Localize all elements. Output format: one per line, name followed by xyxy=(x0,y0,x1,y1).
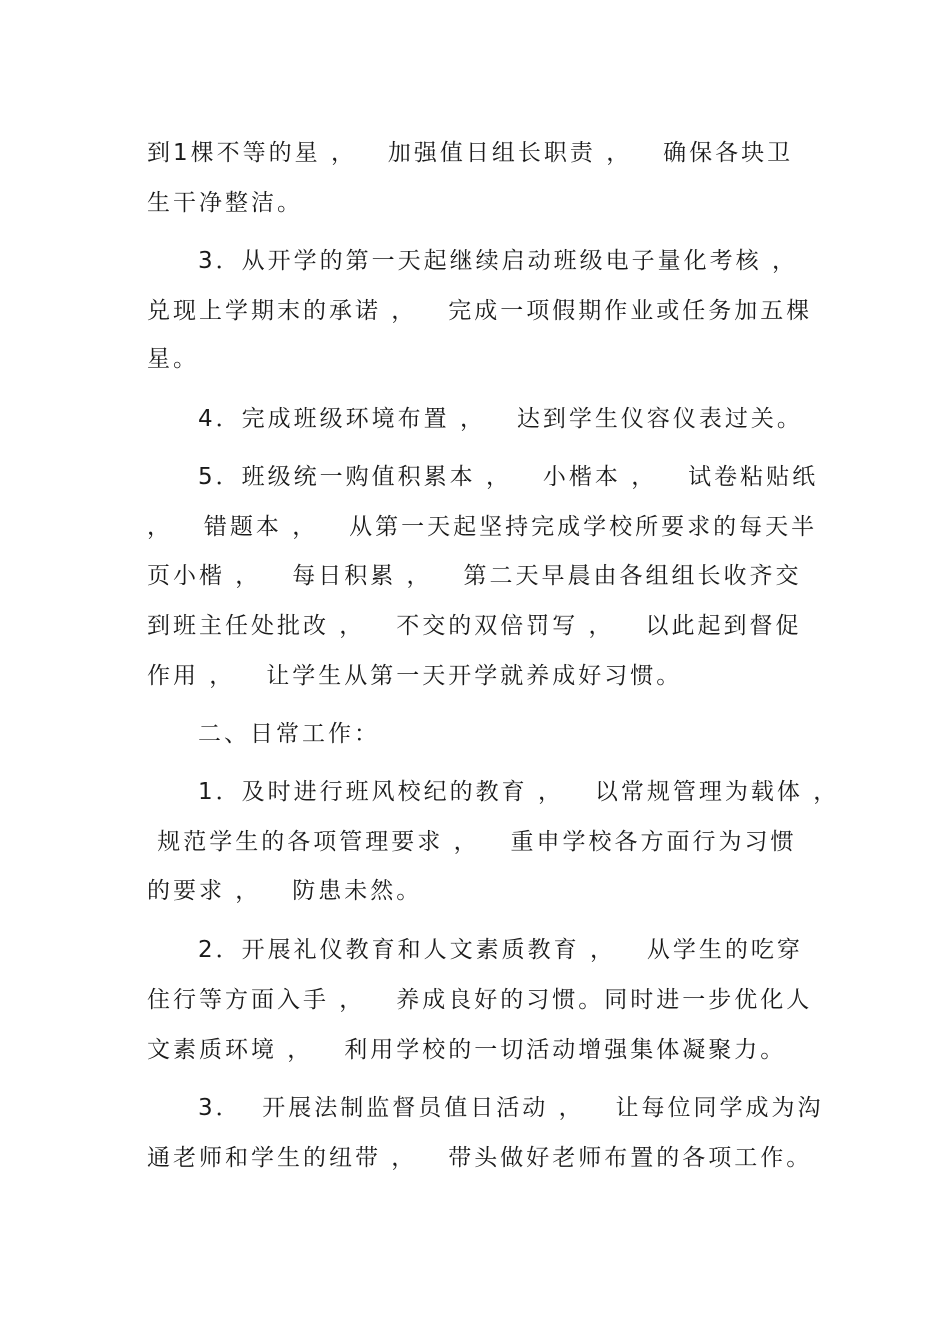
text-line: 通老师和学生的纽带 ， 带头做好老师布置的各项工作。 xyxy=(147,1145,813,1171)
text-line: 到1棵不等的星 ， 加强值日组长职责 ， 确保各块卫 xyxy=(147,140,794,166)
text-line: 1．及时进行班风校纪的教育 ， 以常规管理为载体 ， xyxy=(198,779,840,805)
text-line: ， 错题本 ， 从第一天起坚持完成学校所要求的每天半 xyxy=(147,514,818,540)
text-line: 到班主任处批改 ， 不交的双倍罚写 ， 以此起到督促 xyxy=(147,613,802,639)
text-line: 页小楷 ， 每日积累 ， 第二天早晨由各组组长收齐交 xyxy=(147,563,802,589)
text-line: 生干净整洁。 xyxy=(147,190,303,216)
text-line: 文素质环境 ， 利用学校的一切活动增强集体凝聚力。 xyxy=(147,1037,787,1063)
text-line: 星。 xyxy=(147,346,199,372)
text-line: 兑现上学期末的承诺 ， 完成一项假期作业或任务加五棵 xyxy=(147,298,813,324)
text-line: 规范学生的各项管理要求 ， 重申学校各方面行为习惯 xyxy=(147,829,797,855)
text-line: 2．开展礼仪教育和人文素质教育 ， 从学生的吃穿 xyxy=(198,937,803,963)
text-line: 的要求 ， 防患未然。 xyxy=(147,878,423,904)
text-line: 3． 开展法制监督员值日活动 ， 让每位同学成为沟 xyxy=(198,1095,824,1121)
section-heading: 二、日常工作： xyxy=(198,721,380,747)
text-line: 5．班级统一购值积累本 ， 小楷本 ， 试卷粘贴纸 xyxy=(198,464,819,490)
text-line: 3．从开学的第一天起继续启动班级电子量化考核 ， xyxy=(198,248,798,274)
text-line: 作用 ， 让学生从第一天开学就养成好习惯。 xyxy=(147,663,683,689)
text-line: 4．完成班级环境布置 ， 达到学生仪容仪表过关。 xyxy=(198,406,803,432)
text-line: 住行等方面入手 ， 养成良好的习惯。同时进一步优化人 xyxy=(147,987,813,1013)
